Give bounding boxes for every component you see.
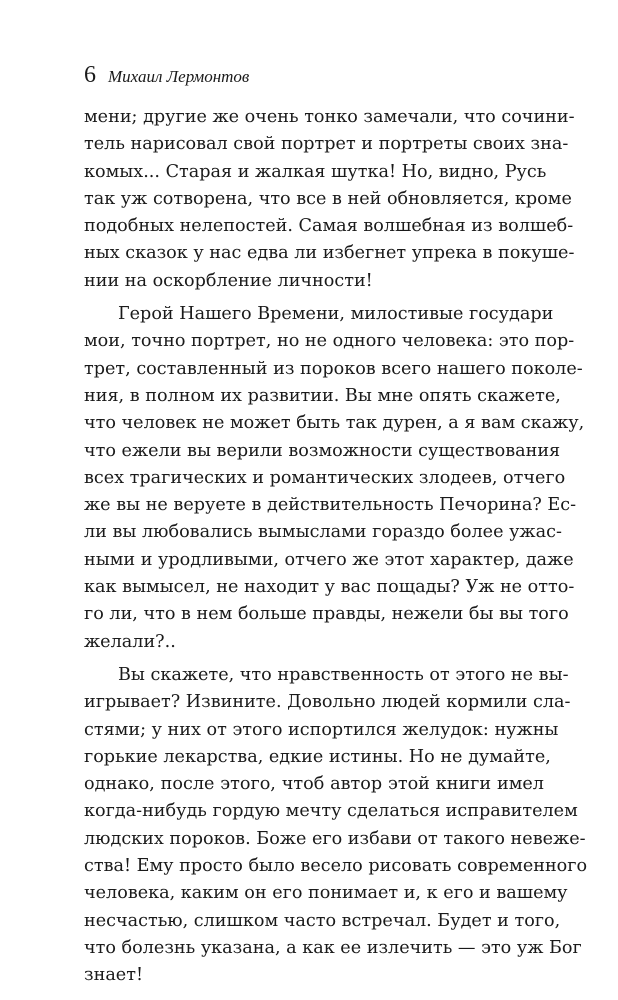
text-line: игрывает? Извините. Довольно людей кормили сла-: [84, 692, 571, 713]
text-line: желали?..: [84, 631, 176, 652]
text-line: подобных нелепостей. Самая волшебная из волшеб-: [84, 216, 574, 237]
page-body: [84, 104, 588, 990]
text-line: Вы скажете, что нравственность от этого не вы-: [118, 664, 569, 685]
text-line: стями; у них от этого испортился желудок: нужны: [84, 719, 559, 740]
text-line: что человек не может быть так дурен, а я вам скажу,: [84, 413, 585, 434]
paragraph: [84, 301, 585, 656]
paragraph: [84, 104, 575, 295]
text-line: ства! Ему просто было весело рисовать современного: [84, 856, 588, 877]
text-line: го ли, что в нем больше правды, нежели бы вы того: [84, 604, 569, 625]
text-line: тель нарисовал свой портрет и портреты своих зна-: [84, 134, 569, 155]
text-line: как вымысел, не находит у вас пощады? Уж не отто-: [84, 577, 575, 598]
text-line: человека, каким он его понимает и, к его и вашему: [84, 883, 568, 904]
text-line: мени; другие же очень тонко замечали, что сочини-: [84, 107, 575, 127]
text-line: нии на оскорбление личности!: [84, 270, 373, 291]
text-line: мои, точно портрет, но не одного человека: это пор-: [84, 331, 575, 352]
text-line: людских пороков. Боже его избави от такого невеже-: [84, 828, 586, 849]
page-number: 6: [84, 62, 96, 88]
paragraph: [84, 662, 588, 990]
text-line: что ежели вы верили возможности существования: [84, 440, 561, 461]
running-head: Михаил Лермонтов: [108, 67, 250, 86]
text-line: комых... Старая и жалкая шутка! Но, видно, Русь: [84, 161, 547, 182]
text-line: Герой Нашего Времени, милостивые государи: [118, 304, 554, 325]
text-line: знает!: [84, 965, 144, 986]
text-line: ными и уродливыми, отчего же этот характер, даже: [84, 549, 574, 570]
page-header: [84, 62, 249, 89]
text-line: ных сказок у нас едва ли избегнет упрека в покуше-: [84, 243, 575, 264]
text-line: всех трагических и романтических злодеев, отчего: [84, 467, 566, 488]
text-line: ли вы любовались вымыслами гораздо более ужас-: [84, 522, 562, 543]
text-line: несчастью, слишком часто встречал. Будет и того,: [84, 910, 561, 931]
text-line: горькие лекарства, едкие истины. Но не думайте,: [84, 746, 551, 767]
text-line: же вы не веруете в действительность Печорина? Ес-: [84, 495, 577, 516]
text-line: однако, после этого, чтоб автор этой книги имел: [84, 774, 544, 795]
text-line: трет, составленный из пороков всего нашего поколе-: [84, 358, 583, 379]
text-line: так уж сотворена, что все в ней обновляется, кроме: [84, 188, 572, 209]
text-line: ния, в полном их развитии. Вы мне опять скажете,: [84, 385, 561, 406]
text-line: что болезнь указана, а как ее излечить — это уж Бог: [84, 937, 582, 958]
text-line: когда-нибудь гордую мечту сделаться исправителем: [84, 801, 578, 822]
